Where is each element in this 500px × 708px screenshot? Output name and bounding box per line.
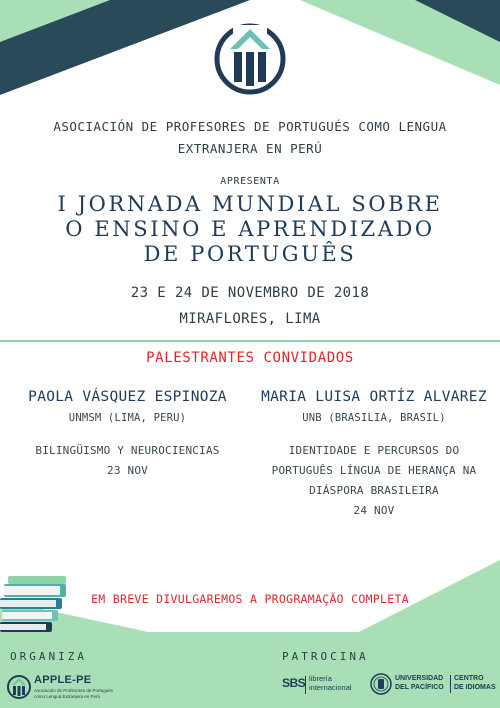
patrocina-label: PATROCINA [282,650,369,663]
presenta-label: APRESENTA [220,176,280,187]
speaker-card-2 [258,389,490,521]
sponsor-sbs-text [309,674,352,692]
sponsor-up-name-line1: UNIVERSIDAD [395,675,444,682]
apple-pe-logo-icon [213,19,287,99]
organization-name-line1: ASOCIACIÓN DE PROFESORES DE PORTUGUÉS COMO LENGUA [53,119,447,134]
sponsor-up-separator [450,675,451,693]
event-title [0,192,500,267]
program-announcement: EM BREVE DIVULGAREMOS A PROGRAMAÇÃO COMPLETA [91,592,409,606]
event-title-line2: O ENSINO E APRENDIZADO [65,217,435,241]
speaker-topic-line: IDENTIDADE E PERCURSOS DO [288,444,460,457]
organization-name [0,116,500,160]
organizer-subtitle: Asociación de Profesores de Portugués como Lengua Extranjera en Perú [34,688,114,699]
sponsor-up-name [395,675,444,692]
sponsor-up-department-line1: CENTRO [454,675,484,682]
organization-name-line2: EXTRANJERA EN PERÚ [177,141,323,156]
sponsor-sbs-separator [305,676,306,694]
speaker-topic-line: DIÁSPORA BRASILEIRA [309,484,439,497]
organiza-label: ORGANIZA [10,650,87,663]
speaker-date: 23 NOV [107,464,148,477]
section-divider [0,340,500,342]
speaker-topic-line: PORTUGUÊS LÍNGUA DE HERANÇA NA [271,464,477,477]
speaker-affiliation: UNB (BRASILIA, BRASIL) [302,412,446,424]
sponsor-up-department [454,675,496,692]
speaker-affiliation: UNMSM (LIMA, PERU) [68,412,187,424]
event-title-line3: DE PORTUGUÊS [143,242,357,266]
event-title-line1: I JORNADA MUNDIAL SOBRE [57,192,443,216]
sponsor-up-name-line2: DEL PACÍFICO [395,683,444,691]
sponsor-sbs-text-line2: internacional [309,683,352,692]
organizer-name: APPLE-PE [34,674,92,686]
sponsor-sbs-text-line1: librería [309,674,332,683]
event-place: MIRAFLORES, LIMA [179,311,321,327]
sponsor-up-department-line2: DE IDIOMAS [454,683,496,691]
speaker-topic-line: BILINGÜISMO Y NEUROCIENCIAS [35,444,220,457]
universidad-pacifico-seal-icon [370,673,392,695]
event-dates: 23 E 24 DE NOVEMBRO DE 2018 [130,285,370,301]
speaker-card-1 [10,389,245,481]
speaker-date: 24 NOV [353,504,395,517]
speaker-name: MARIA LUISA ORTÍZ ALVAREZ [261,389,487,405]
speaker-name: PAOLA VÁSQUEZ ESPINOZA [28,389,227,405]
sponsor-sbs-brand: SBS [282,676,306,690]
apple-pe-small-logo-icon [6,674,32,700]
speakers-heading: PALESTRANTES CONVIDADOS [146,350,354,366]
